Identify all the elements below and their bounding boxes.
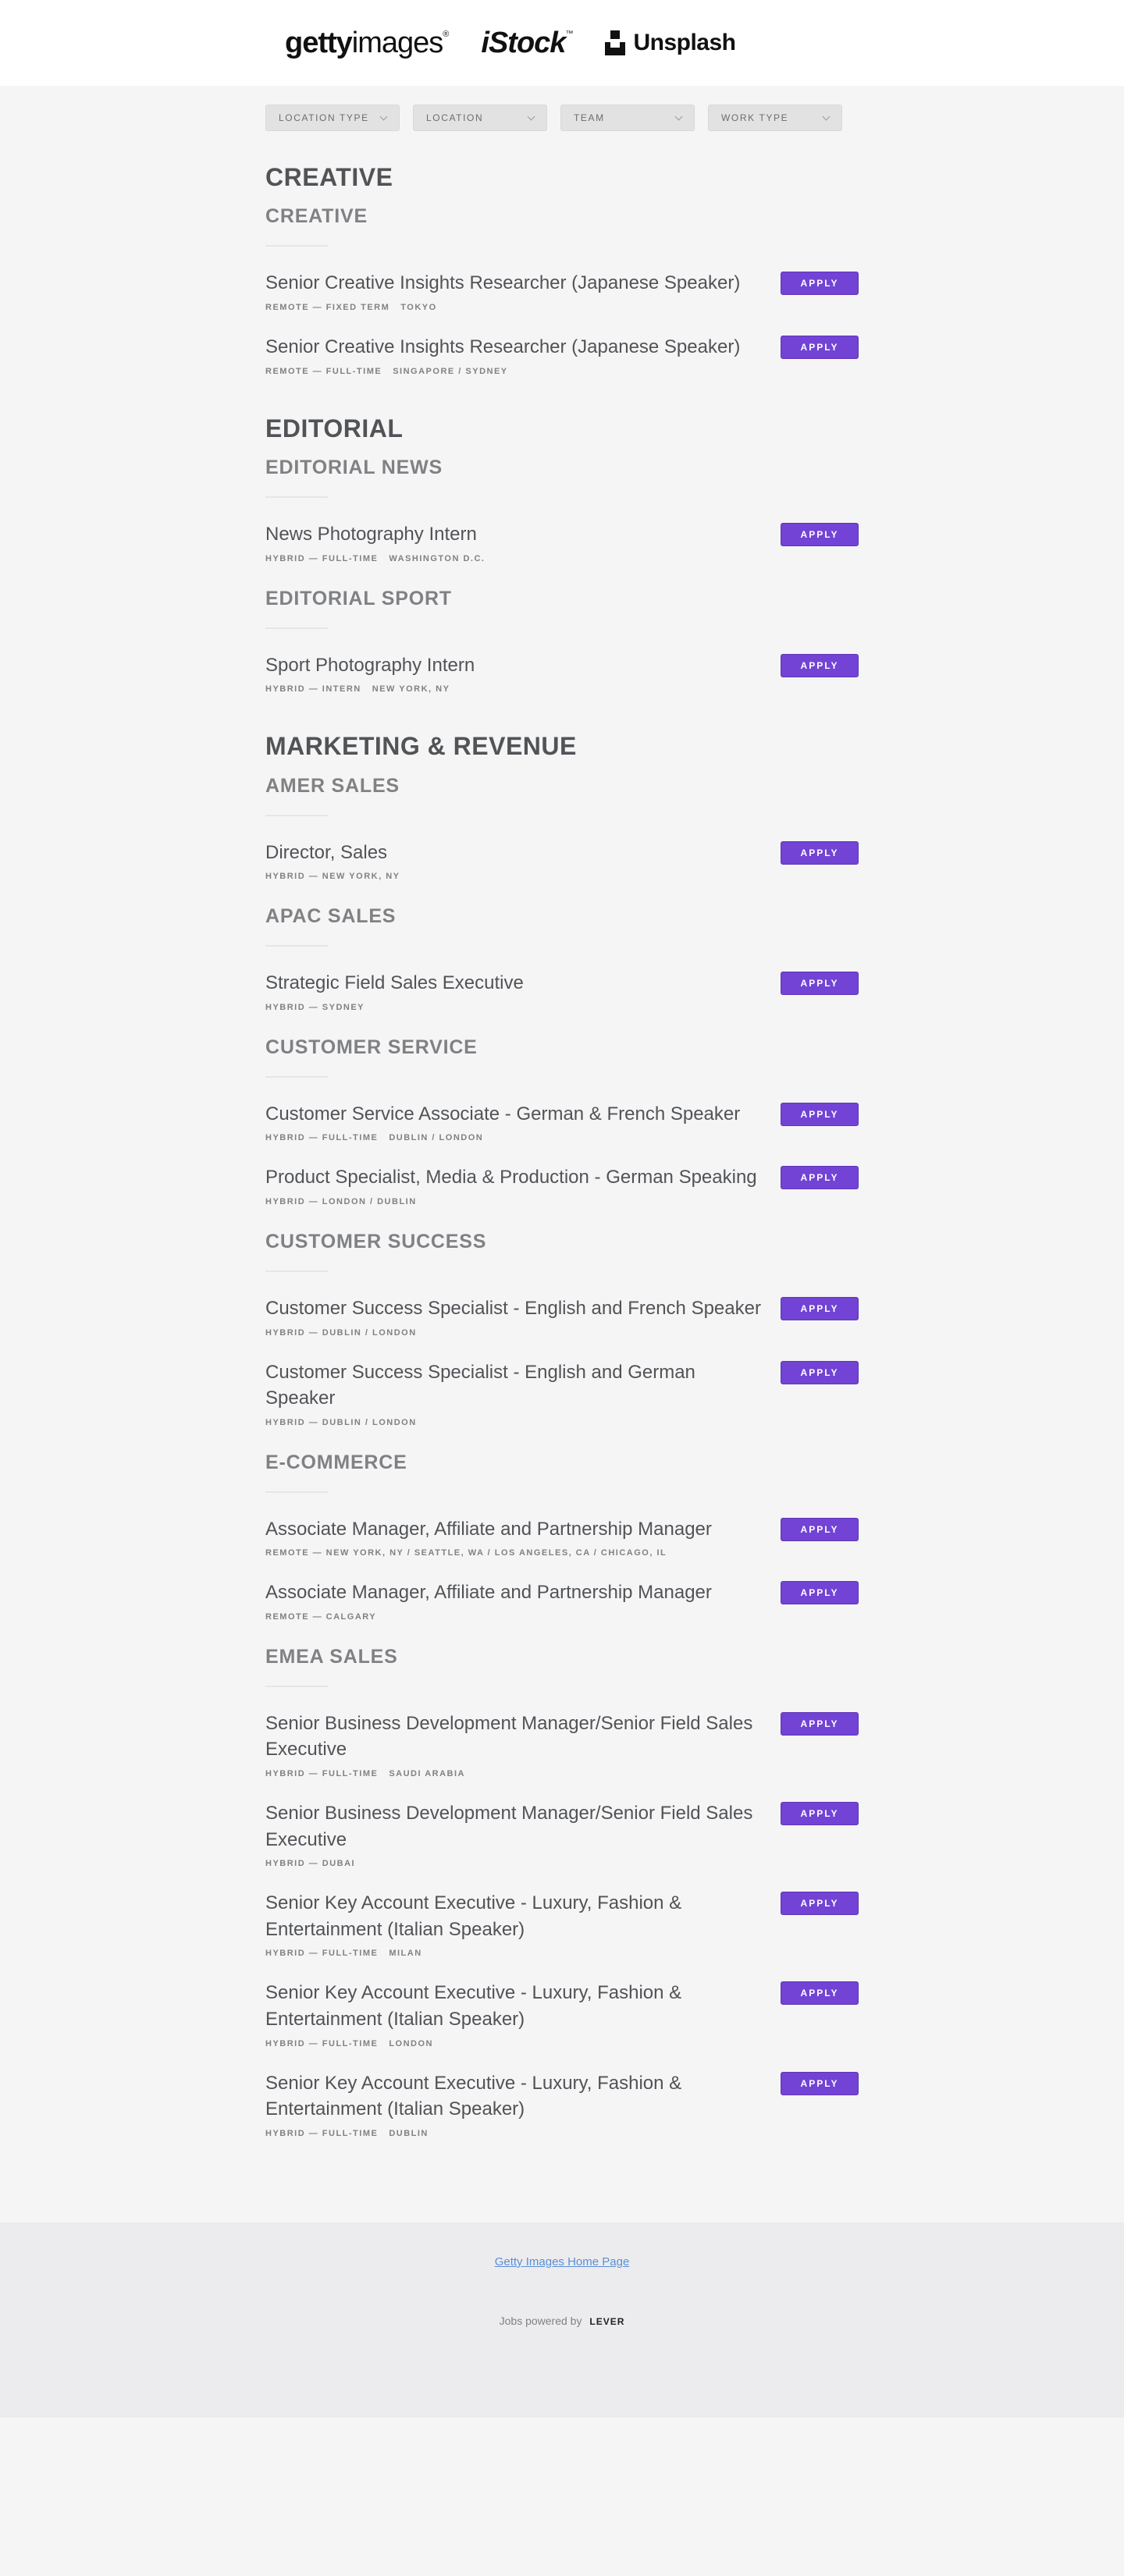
job-posting xyxy=(265,1711,859,1778)
posting-meta xyxy=(265,1133,765,1142)
powered-by-text: Jobs powered by xyxy=(499,2314,582,2327)
team-title: AMER SALES xyxy=(265,774,400,797)
posting-meta xyxy=(265,2039,765,2048)
posting-meta xyxy=(265,554,765,563)
team-title: EDITORIAL SPORT xyxy=(265,587,452,609)
job-posting xyxy=(265,334,859,376)
posting-info xyxy=(265,334,765,376)
team-section xyxy=(265,1230,859,1427)
apply-button[interactable]: APPLY xyxy=(781,972,859,995)
posting-workplace: HYBRID — LONDON / DUBLIN xyxy=(265,1196,417,1206)
team-divider xyxy=(265,627,328,629)
posting-info xyxy=(265,970,765,1012)
team-divider xyxy=(265,245,328,247)
apply-button[interactable]: APPLY xyxy=(781,1712,859,1736)
chevron-down-icon xyxy=(675,112,683,120)
team-section xyxy=(265,1036,859,1206)
job-posting xyxy=(265,1980,859,2048)
posting-location: SINGAPORE / SYDNEY xyxy=(393,366,508,376)
job-posting xyxy=(265,270,859,312)
istock-logo-text: iStock xyxy=(481,26,566,59)
posting-title-link[interactable]: Product Specialist, Media & Production - German Speaking xyxy=(265,1167,757,1189)
apply-button[interactable]: APPLY xyxy=(781,841,859,865)
posting-meta xyxy=(265,1003,765,1012)
posting-title-link[interactable]: Customer Service Associate - German & French Speaker xyxy=(265,1103,741,1125)
posting-location: SAUDI ARABIA xyxy=(389,1769,465,1779)
filter-bar xyxy=(265,105,859,131)
istock-logo[interactable] xyxy=(481,27,572,60)
site-header xyxy=(0,0,1124,86)
istock-logo-mark: ™ xyxy=(565,29,573,38)
apply-button[interactable]: APPLY xyxy=(781,1802,859,1825)
posting-workplace: HYBRID — FULL-TIME xyxy=(265,1769,379,1779)
posting-info xyxy=(265,652,765,695)
team-section xyxy=(265,1645,859,2138)
posting-workplace: HYBRID — FULL-TIME xyxy=(265,2128,379,2138)
posting-meta xyxy=(265,684,765,694)
departments-list xyxy=(265,162,859,2138)
job-posting xyxy=(265,1800,859,1868)
posting-title-link[interactable]: Senior Key Account Executive - Luxury, Fashion & Entertainment (Italian Speaker) xyxy=(265,1892,682,1940)
posting-title-link[interactable]: Customer Success Specialist - English and French Speaker xyxy=(265,1297,761,1319)
posting-meta xyxy=(265,367,765,376)
posting-title-link[interactable]: Senior Creative Insights Researcher (Japanese Speaker) xyxy=(265,336,741,357)
department-title: EDITORIAL xyxy=(265,414,404,442)
posting-meta xyxy=(265,1949,765,1958)
posting-info xyxy=(265,1890,765,1958)
filter-dropdown[interactable] xyxy=(560,105,695,131)
chevron-down-icon xyxy=(380,112,388,120)
posting-title-link[interactable]: Senior Creative Insights Researcher (Japanese Speaker) xyxy=(265,272,741,294)
posting-title-link[interactable]: Senior Key Account Executive - Luxury, Fashion & Entertainment (Italian Speaker) xyxy=(265,2072,682,2120)
posting-info xyxy=(265,1359,765,1427)
apply-button[interactable]: APPLY xyxy=(781,1581,859,1604)
posting-info xyxy=(265,1101,765,1143)
posting-meta xyxy=(265,872,765,881)
getty-logo-light: images xyxy=(351,26,443,59)
posting-workplace: HYBRID — FULL-TIME xyxy=(265,1949,379,1959)
unsplash-logo[interactable] xyxy=(605,30,735,56)
posting-workplace: REMOTE — NEW YORK, NY / SEATTLE, WA / LOS ANGELES, CA / CHICAGO, IL xyxy=(265,1548,667,1558)
posting-info xyxy=(265,1295,765,1338)
posting-location: DUBLIN / LONDON xyxy=(389,1133,484,1143)
apply-button[interactable]: APPLY xyxy=(781,1892,859,1915)
chevron-down-icon xyxy=(528,112,535,120)
job-posting xyxy=(265,840,859,882)
posting-location: NEW YORK, NY xyxy=(372,684,450,695)
team-section xyxy=(265,774,859,882)
chevron-down-icon xyxy=(823,112,831,120)
job-posting xyxy=(265,1295,859,1338)
getty-home-link[interactable]: Getty Images Home Page xyxy=(494,2254,630,2269)
team-divider xyxy=(265,945,328,947)
apply-button[interactable]: APPLY xyxy=(781,654,859,677)
brand-logos xyxy=(285,0,735,86)
department-section xyxy=(265,731,859,2138)
job-posting xyxy=(265,2070,859,2138)
posting-meta xyxy=(265,1418,765,1427)
posting-info xyxy=(265,840,765,882)
team-title: CUSTOMER SUCCESS xyxy=(265,1230,487,1252)
unsplash-logo-text: Unsplash xyxy=(633,30,736,55)
team-section xyxy=(265,587,859,695)
job-posting xyxy=(265,1101,859,1143)
posting-info xyxy=(265,2070,765,2138)
team-section xyxy=(265,904,859,1012)
posting-title-link[interactable]: Senior Key Account Executive - Luxury, Fashion & Entertainment (Italian Speaker) xyxy=(265,1982,682,2031)
posting-meta xyxy=(265,1612,765,1622)
posting-title-link[interactable]: News Photography Intern xyxy=(265,523,477,545)
posting-info xyxy=(265,270,765,312)
apply-button[interactable]: APPLY xyxy=(781,2072,859,2095)
apply-button[interactable]: APPLY xyxy=(781,1166,859,1189)
posting-title-link[interactable]: Strategic Field Sales Executive xyxy=(265,972,524,994)
posting-workplace: HYBRID — FULL-TIME xyxy=(265,2038,379,2048)
posting-workplace: HYBRID — DUBLIN / LONDON xyxy=(265,1327,417,1338)
getty-logo-bold: getty xyxy=(285,26,352,59)
team-section xyxy=(265,204,859,375)
apply-button[interactable]: APPLY xyxy=(781,1297,859,1320)
posting-info xyxy=(265,1164,765,1206)
posting-meta xyxy=(265,1859,765,1868)
team-title: APAC SALES xyxy=(265,905,397,928)
posting-workplace: HYBRID — SYDNEY xyxy=(265,1002,365,1012)
team-divider xyxy=(265,1491,328,1493)
department-section xyxy=(265,162,859,376)
site-footer xyxy=(0,2222,1124,2418)
posting-workplace: REMOTE — CALGARY xyxy=(265,1611,377,1622)
posting-location: WASHINGTON D.C. xyxy=(389,553,486,563)
posting-workplace: HYBRID — FULL-TIME xyxy=(265,553,379,563)
department-title: CREATIVE xyxy=(265,163,393,191)
job-posting xyxy=(265,1359,859,1427)
team-divider xyxy=(265,815,328,816)
job-posting xyxy=(265,1516,859,1558)
posting-workplace: REMOTE — FULL-TIME xyxy=(265,366,382,376)
posting-info xyxy=(265,1980,765,2048)
apply-button[interactable]: APPLY xyxy=(781,1103,859,1126)
posting-title-link[interactable]: Senior Business Development Manager/Senior Field Sales Executive xyxy=(265,1803,753,1850)
department-title: MARKETING & REVENUE xyxy=(265,732,577,761)
posting-info xyxy=(265,1800,765,1868)
team-title: E-COMMERCE xyxy=(265,1451,407,1473)
job-posting xyxy=(265,970,859,1012)
team-divider xyxy=(265,496,328,498)
posting-workplace: HYBRID — INTERN xyxy=(265,684,361,695)
getty-images-logo[interactable] xyxy=(285,27,448,60)
posting-meta xyxy=(265,1328,765,1338)
filter-dropdown[interactable] xyxy=(708,105,842,131)
department-section xyxy=(265,414,859,695)
posting-info xyxy=(265,1711,765,1778)
apply-button[interactable]: APPLY xyxy=(781,272,859,295)
team-title: CUSTOMER SERVICE xyxy=(265,1036,478,1058)
posting-location: TOKYO xyxy=(400,302,437,312)
posting-meta xyxy=(265,1548,765,1558)
team-title: CREATIVE xyxy=(265,205,368,228)
filter-dropdown[interactable] xyxy=(265,105,400,131)
filter-dropdown[interactable] xyxy=(413,105,547,131)
posting-location: LONDON xyxy=(389,2038,433,2048)
apply-button[interactable]: APPLY xyxy=(781,336,859,359)
posting-title-link[interactable]: Associate Manager, Affiliate and Partnership Manager xyxy=(265,1582,712,1604)
job-posting xyxy=(265,1579,859,1622)
posting-info xyxy=(265,1579,765,1622)
posting-workplace: HYBRID — NEW YORK, NY xyxy=(265,872,400,882)
posting-workplace: HYBRID — DUBLIN / LONDON xyxy=(265,1417,417,1427)
team-section xyxy=(265,1451,859,1622)
posting-meta xyxy=(265,1769,765,1778)
apply-button[interactable]: APPLY xyxy=(781,523,859,546)
job-posting xyxy=(265,652,859,695)
posting-title-link[interactable]: Senior Business Development Manager/Senior Field Sales Executive xyxy=(265,1712,753,1761)
team-section xyxy=(265,456,859,563)
posting-meta xyxy=(265,303,765,312)
posting-workplace: HYBRID — DUBAI xyxy=(265,1859,356,1869)
job-listings xyxy=(265,86,859,2222)
posting-title-link[interactable]: Director, Sales xyxy=(265,841,388,863)
team-title: EDITORIAL NEWS xyxy=(265,456,443,478)
job-posting xyxy=(265,521,859,563)
filter-label: WORK TYPE xyxy=(721,112,789,123)
team-title: EMEA SALES xyxy=(265,1645,398,1668)
getty-logo-mark: ® xyxy=(443,29,449,39)
team-divider xyxy=(265,1076,328,1078)
posting-workplace: HYBRID — FULL-TIME xyxy=(265,1133,379,1143)
posting-title-link[interactable]: Associate Manager, Affiliate and Partnership Manager xyxy=(265,1518,712,1540)
apply-button[interactable]: APPLY xyxy=(781,1361,859,1384)
posting-title-link[interactable]: Customer Success Specialist - English and German Speaker xyxy=(265,1361,695,1409)
filter-label: LOCATION TYPE xyxy=(279,112,369,123)
posting-info xyxy=(265,1516,765,1558)
posting-workplace: REMOTE — FIXED TERM xyxy=(265,302,390,312)
posting-meta xyxy=(265,1197,765,1206)
posting-location: MILAN xyxy=(389,1949,422,1959)
unsplash-mark-icon xyxy=(605,30,625,55)
filter-label: TEAM xyxy=(574,112,605,123)
filter-label: LOCATION xyxy=(426,112,484,123)
lever-logo[interactable]: LEVER xyxy=(589,2315,625,2327)
powered-by xyxy=(0,2315,1124,2327)
team-divider xyxy=(265,1686,328,1687)
posting-title-link[interactable]: Sport Photography Intern xyxy=(265,654,475,676)
team-divider xyxy=(265,1270,328,1272)
posting-meta xyxy=(265,2129,765,2138)
apply-button[interactable]: APPLY xyxy=(781,1981,859,2005)
job-posting xyxy=(265,1890,859,1958)
posting-location: DUBLIN xyxy=(389,2128,429,2138)
apply-button[interactable]: APPLY xyxy=(781,1518,859,1541)
job-posting xyxy=(265,1164,859,1206)
posting-info xyxy=(265,521,765,563)
